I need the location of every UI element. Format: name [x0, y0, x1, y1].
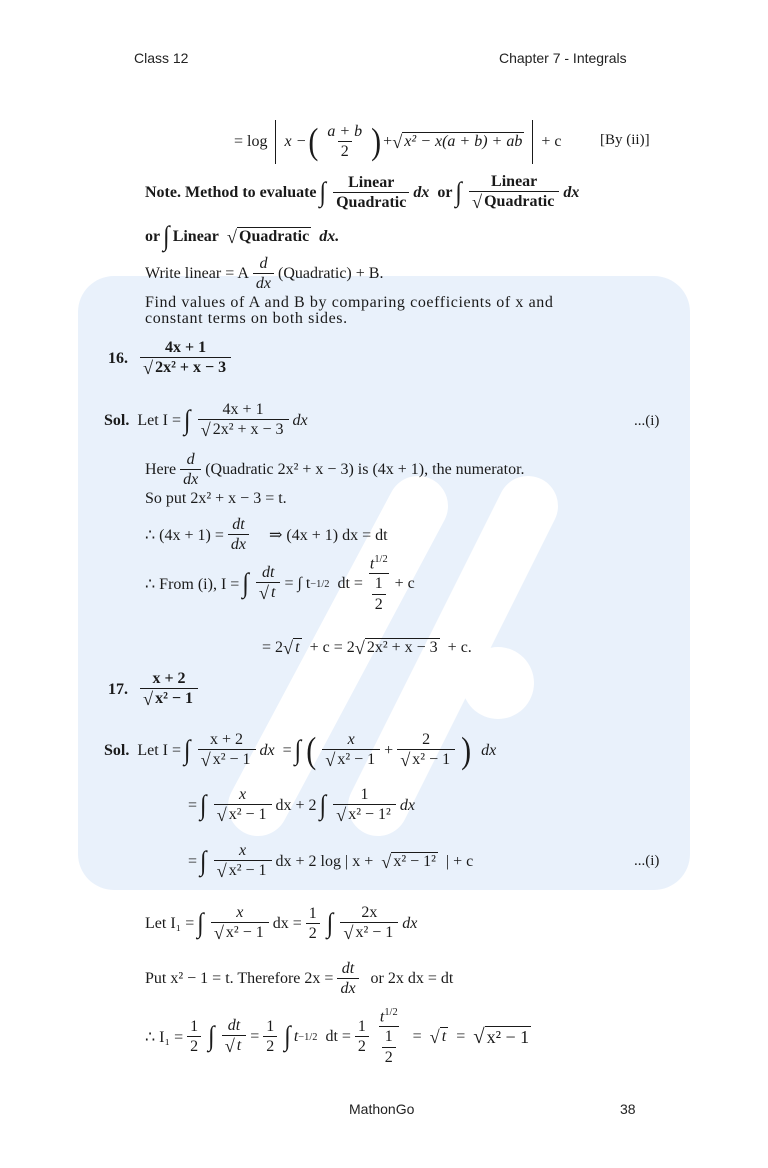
header-class: Class 12	[134, 50, 189, 66]
q16-step3: = 2 √ t + c = 2 √ 2x² + x − 3 + c.	[262, 638, 472, 659]
ref-i-2: ...(i)	[634, 853, 660, 869]
q16-solution-let: Sol. Let I = ∫ 4x + 1 √ 2x² + x − 3 dx	[104, 400, 308, 441]
q16-so-put: So put 2x² + x − 3 = t.	[145, 490, 287, 507]
q17-final: ∴ I₁ = $\frac{1}{2}$ ∫ dt √ t = $\frac{1}{2}$ ∫ t −1/2 dt = $\frac{1}{2}$ $t^{1/2}$ $\frac{1}{2}$ = √ t = √ x² − 1	[145, 1006, 530, 1067]
ref-i: ...(i)	[634, 413, 660, 429]
q17-put: Put x² − 1 = t. Therefore 2x = $\frac{dt}{dx}$ or 2x dx = dt	[145, 959, 454, 998]
header-chapter: Chapter 7 - Integrals	[499, 50, 627, 66]
find-values-line1: Find values of A and B by comparing coefficients of x and	[145, 294, 554, 311]
q16-step2: ∴ From (i), I = ∫ dt √ t = ∫ t −1/2 dt = $\frac{t^{1/2}}{\frac{1}{2}}$ + c	[145, 553, 415, 614]
question-17: 17. x + 2 √ x² − 1	[108, 666, 202, 714]
q17-row2: = ∫ x √ x² − 1 dx + 2 ∫ 1 √ x² − 1² dx	[188, 785, 415, 826]
write-linear: Write linear = A d dx (Quadratic) + B.	[145, 254, 384, 293]
q17-row3: = ∫ x √ x² − 1 dx + 2 log | x + √ x² − 1² | + c	[188, 841, 474, 882]
page-number: 38	[620, 1101, 636, 1117]
find-values-line2: constant terms on both sides.	[145, 310, 348, 327]
question-16: 16. 4x + 1 √ 2x² + x − 3	[108, 334, 235, 384]
q17-let-i1: Let I₁ = ∫ x √ x² − 1 dx = $\frac{1}{2}$ ∫ 2x √ x² − 1 dx	[145, 903, 418, 944]
q17-solution-let: Sol. Let I = ∫ x + 2 √ x² − 1 dx = ∫ ( x √ x² − 1 + 2 √ x² − 1 ) dx	[104, 729, 497, 771]
equation-log-result: = log x − ( a + b 2 ) + √ x² − x(a + b) + ab + c	[234, 120, 562, 162]
note-method: Note. Method to evaluate ∫ Linear Quadratic dx or ∫ Linear √ Quadratic dx	[145, 172, 580, 213]
q16-here: Here d dx (Quadratic 2x² + x − 3) is (4x + 1), the numerator.	[145, 450, 525, 489]
q16-step1: ∴ (4x + 1) = $\frac{dt}{dx}$ ⇒ (4x + 1) dx = dt	[145, 515, 388, 554]
note-line2: or ∫ Linear √ Quadratic dx.	[145, 221, 340, 252]
footer-brand: MathonGo	[349, 1101, 415, 1117]
ref-by-ii: [By (ii)]	[600, 132, 650, 148]
